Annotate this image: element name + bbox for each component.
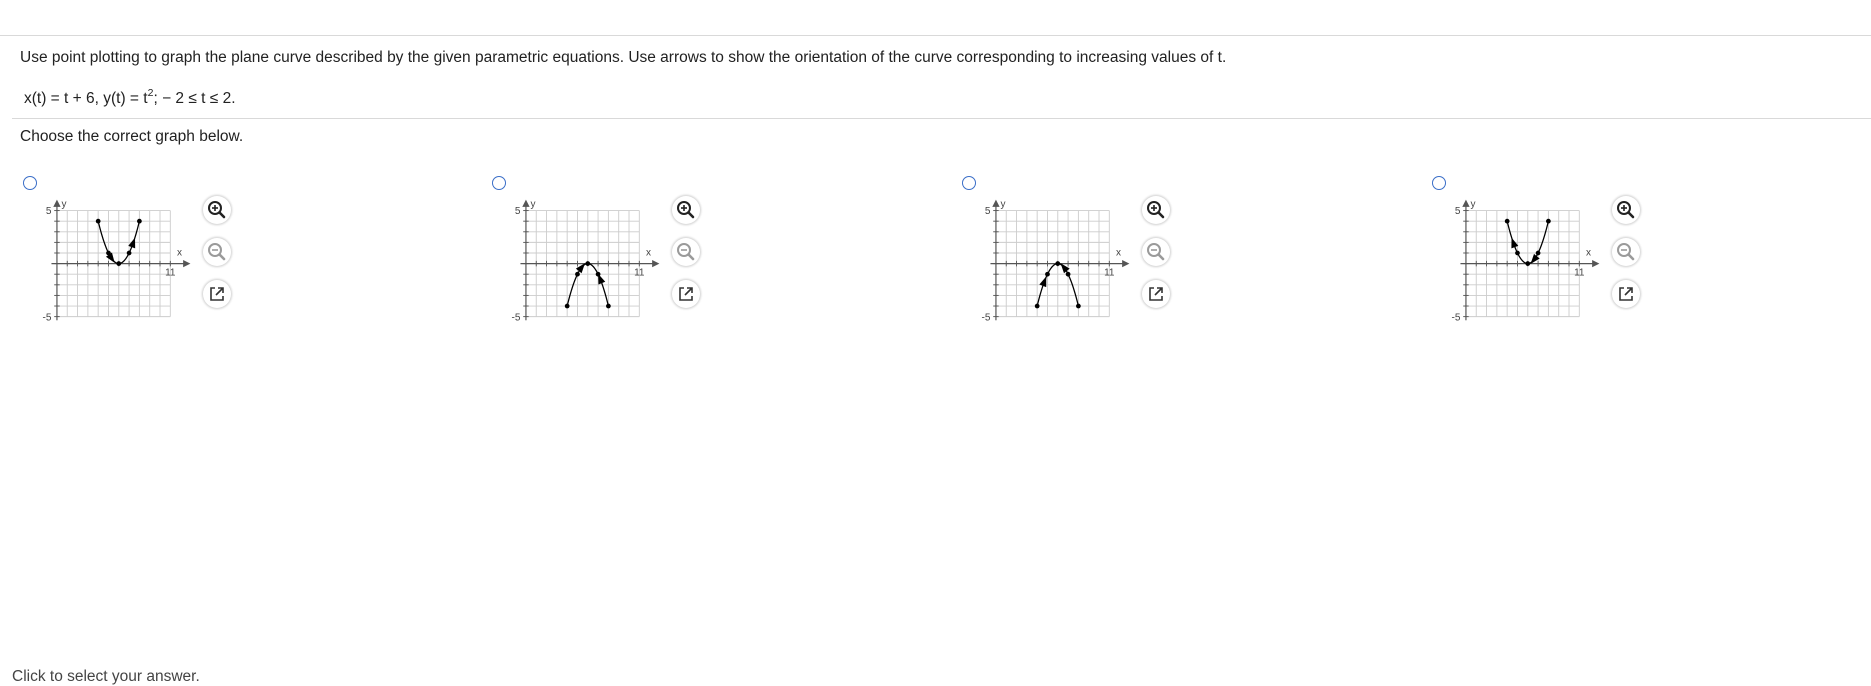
equation-exponent: 2 <box>147 87 154 99</box>
zoom-in-icon <box>203 196 231 224</box>
y-min-tick-label: -5 <box>42 312 52 324</box>
answer-radio[interactable] <box>1432 176 1446 190</box>
y-max-tick-label: 5 <box>514 206 521 218</box>
x-axis-arrow <box>1122 260 1129 267</box>
popout-icon <box>1612 280 1640 308</box>
y-axis-arrow <box>1462 200 1469 207</box>
zoom-in-button[interactable] <box>672 196 700 224</box>
y-axis-label: y <box>530 198 536 210</box>
x-max-tick-label: 11 <box>165 267 176 279</box>
x-axis-label: x <box>1115 247 1121 259</box>
popout-icon <box>672 280 700 308</box>
curve-point <box>116 261 121 266</box>
choose-prompt: Choose the correct graph below. <box>20 128 244 145</box>
curve-point <box>565 304 570 309</box>
zoom-out-icon <box>203 238 231 266</box>
zoom-out-button[interactable] <box>1142 238 1170 266</box>
curve-point <box>1055 261 1060 266</box>
x-axis-arrow <box>1592 260 1599 267</box>
answer-option-d[interactable] <box>1432 176 1672 356</box>
curve-point <box>1066 272 1071 277</box>
y-min-tick-label: -5 <box>981 312 991 324</box>
parametric-equation <box>24 88 236 108</box>
popout-button[interactable] <box>672 280 700 308</box>
x-max-tick-label: 11 <box>1574 267 1585 279</box>
y-max-tick-label: 5 <box>984 206 991 218</box>
y-min-tick-label: -5 <box>511 312 521 324</box>
curve-point <box>1505 219 1510 224</box>
answer-radio[interactable] <box>492 176 506 190</box>
footer-hint: Click to select your answer. <box>12 668 200 685</box>
y-axis-label: y <box>61 198 67 210</box>
graph-chart <box>504 200 664 340</box>
orientation-arrow <box>598 274 605 285</box>
equation-range: ; − 2 ≤ t ≤ 2. <box>153 90 236 108</box>
answer-option-c[interactable] <box>962 176 1202 356</box>
x-axis-arrow <box>183 260 190 267</box>
y-max-tick-label: 5 <box>45 206 52 218</box>
zoom-out-button[interactable] <box>672 238 700 266</box>
top-divider <box>0 35 1871 36</box>
curve-point <box>585 261 590 266</box>
popout-icon <box>1142 280 1170 308</box>
answer-radio[interactable] <box>962 176 976 190</box>
y-min-tick-label: -5 <box>1451 312 1461 324</box>
graph-chart <box>1444 200 1604 340</box>
x-axis-label: x <box>645 247 651 259</box>
curve-point <box>1536 251 1541 256</box>
zoom-in-button[interactable] <box>1612 196 1640 224</box>
curve-point <box>575 272 580 277</box>
zoom-out-button[interactable] <box>1612 238 1640 266</box>
x-max-tick-label: 11 <box>1104 267 1115 279</box>
equation-main: x(t) = t + 6, y(t) = t <box>24 90 148 108</box>
zoom-in-icon <box>1142 196 1170 224</box>
answer-option-b[interactable] <box>492 176 732 356</box>
popout-icon <box>203 280 231 308</box>
zoom-in-button[interactable] <box>1142 196 1170 224</box>
question-instruction: Use point plotting to graph the plane curve described by the given parametric equations. Use arrows to show the orientation of the curve corresponding to increasing values of t. <box>20 49 1227 66</box>
y-axis-arrow <box>992 200 999 207</box>
y-axis-arrow <box>522 200 529 207</box>
curve-point <box>1035 304 1040 309</box>
curve-point <box>606 304 611 309</box>
answer-radio[interactable] <box>23 176 37 190</box>
curve-point <box>127 251 132 256</box>
curve-point <box>1525 261 1530 266</box>
popout-button[interactable] <box>203 280 231 308</box>
x-axis-arrow <box>652 260 659 267</box>
zoom-out-icon <box>672 238 700 266</box>
zoom-out-icon <box>1142 238 1170 266</box>
x-axis-label: x <box>176 247 182 259</box>
zoom-out-button[interactable] <box>203 238 231 266</box>
graph-chart <box>974 200 1134 340</box>
curve-point <box>96 219 101 224</box>
y-axis-label: y <box>1000 198 1006 210</box>
popout-button[interactable] <box>1612 280 1640 308</box>
popout-button[interactable] <box>1142 280 1170 308</box>
y-max-tick-label: 5 <box>1454 206 1461 218</box>
y-axis-label: y <box>1470 198 1476 210</box>
zoom-in-button[interactable] <box>203 196 231 224</box>
y-axis-arrow <box>53 200 60 207</box>
answer-option-a[interactable] <box>23 176 263 356</box>
zoom-in-icon <box>672 196 700 224</box>
curve-point <box>1546 219 1551 224</box>
curve-point <box>1515 251 1520 256</box>
x-max-tick-label: 11 <box>634 267 645 279</box>
zoom-out-icon <box>1612 238 1640 266</box>
orientation-arrow <box>1039 276 1046 287</box>
x-axis-label: x <box>1585 247 1591 259</box>
curve-point <box>1045 272 1050 277</box>
question-divider <box>12 118 1871 119</box>
graph-chart <box>35 200 195 340</box>
zoom-in-icon <box>1612 196 1640 224</box>
curve-point <box>137 219 142 224</box>
curve-point <box>1076 304 1081 309</box>
